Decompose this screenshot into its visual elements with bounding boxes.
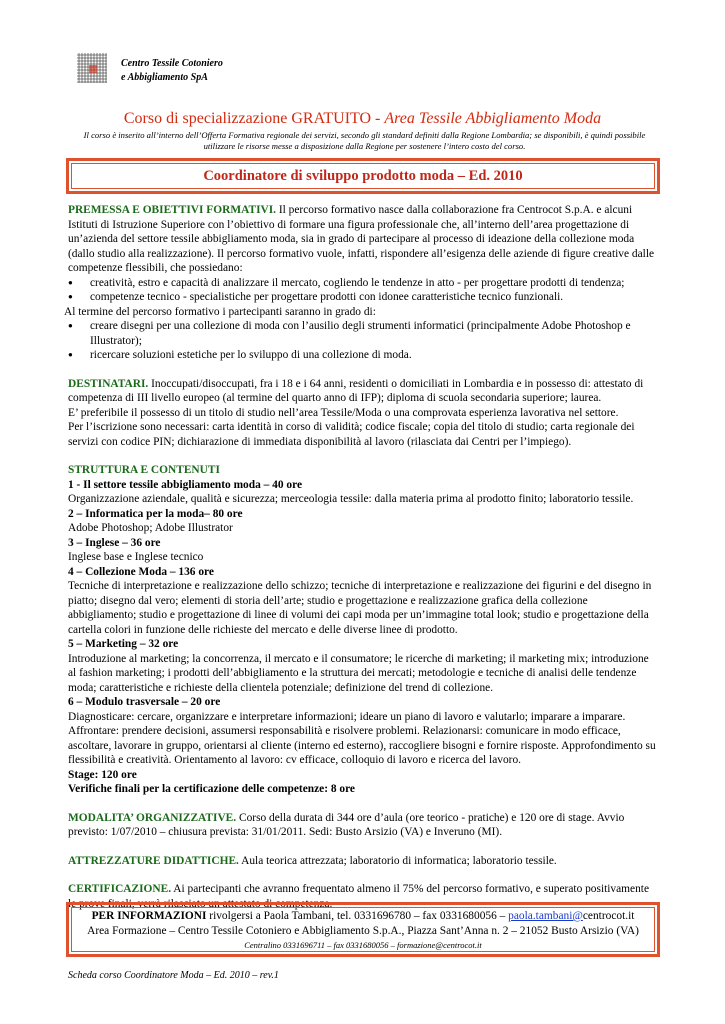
modalita-heading: MODALITA’ ORGANIZZATIVE. <box>68 811 237 824</box>
course-subtitle: Il corso è inserito all’interno dell’Offerta Formativa regionale dei servizi, secondo gli standard definiti dalla Regione Lombardia; se disponibili, è quindi possibile utilizzare le risorse messe a disposizione dalla Regione per sostenere l’intero costo del corso. <box>83 130 646 151</box>
list-item: ● ricercare soluzioni estetiche per lo sviluppo di una collezione di moda. <box>68 348 658 363</box>
page-footer: Scheda corso Coordinatore Moda – Ed. 2010 – rev.1 <box>68 970 279 981</box>
info-label: PER INFORMAZIONI <box>91 910 207 922</box>
module-title: 4 – Collezione Moda – 136 ore <box>68 565 214 578</box>
destinatari-heading: DESTINATARI. <box>68 377 149 390</box>
module-title: 2 – Informatica per la moda– 80 ore <box>68 507 243 520</box>
destinatari-p2: E’ preferibile il possesso di un titolo di studio nell’area Tessile/Moda o una comprovata esperienza lavorativa nel settore. <box>68 406 619 419</box>
info-line-1 <box>69 910 657 922</box>
attrezzature-heading: ATTREZZATURE DIDATTICHE. <box>68 854 239 867</box>
list-item: ● creare disegni per una collezione di moda con l’ausilio degli strumenti informatici (principalmente Adobe Photoshop e Illustrator); <box>68 319 658 348</box>
list-item: ● creatività, estro e capacità di analizzare il mercato, cogliendo le tendenze in atto - per progettare prodotti di tendenza; <box>68 276 658 291</box>
attrezzature-paragraph <box>68 854 658 869</box>
module-title: 5 – Marketing – 32 ore <box>68 638 179 650</box>
module-title: 1 - Il settore tessile abbigliamento moda – 40 ore <box>68 478 303 491</box>
course-title <box>0 110 725 128</box>
module-text: Introduzione al marketing; la concorrenza, il mercato e il consumatore; le ricerche di marketing; il marketing mix; introduzione al fashion marketing; i prodotti dell’abbigliamento e la struttura dei mercati; metodologie e tecniche di analisi delle tendenze moda; caratteristiche e richieste della clientela potenziale; definizione del trend di collezione. <box>68 652 649 694</box>
destinatari-p3: Per l’iscrizione sono necessari: carta identità in corso di validità; codice fiscale; copia del titolo di studio; carta regionale dei servizi con codice PIN; dichiarazione di immediata disponibilità al lavoro (rilasciata dai Centri per l’impiego). <box>68 421 635 448</box>
stage-hours: Stage: 120 ore <box>68 768 137 781</box>
premessa-bullets-1 <box>68 276 658 305</box>
premessa-paragraph <box>68 203 658 276</box>
certificazione-text: Ai partecipanti che avranno frequentato almeno il 75% del percorso formativo, e superato positivamente le prove finali, verrà rilasciato un attestato di competenza. <box>68 883 650 910</box>
info-text: rivolgersi a Paola Tambani, tel. 0331696780 – fax 0331680056 – <box>206 910 509 922</box>
certificazione-heading: CERTIFICAZIONE. <box>68 883 172 895</box>
document-body <box>64 203 658 911</box>
modalita-text: Corso della durata di 344 ore d’aula (ore teorico - pratiche) e 120 ore di stage. Avvio previsto: 1/07/2010 – chiusura prevista: 31/01/2011. Sedi: Busto Arsizio (VA) e Inveruno (MI). <box>68 811 625 838</box>
module-title: 6 – Modulo trasversale – 20 ore <box>68 696 221 708</box>
premessa-heading: PREMESSA E OBIETTIVI FORMATIVI. <box>68 204 277 216</box>
info-box <box>66 902 660 957</box>
org-line-2: e Abbigliamento SpA <box>121 72 208 83</box>
verifiche-hours: Verifiche finali per la certificazione delle competenze: 8 ore <box>68 783 355 795</box>
module-text: Organizzazione aziendale, qualità e sicurezza; merceologia tessile: dalla materia prima al prodotto finito; laboratorio tessile. <box>68 493 634 505</box>
premessa-text: Il percorso formativo nasce dalla collaborazione fra Centrocot S.p.A. e alcuni Istituti di Istruzione Superiore con l’obiettivo di formare una figura professionale che, all’interno dell’area progettazione di un’azienda del settore tessile abbigliamento moda, sia in grado di partecipare al processo di ideazione della collezione moda (dallo studio alla realizzazione). Il percorso formativo vuole, infatti, rispondere all’esigenza delle aziende di figure creative dalle competenze flessibili, che possiedano: <box>68 204 655 274</box>
module-text: Inglese base e Inglese tecnico <box>68 551 204 563</box>
module-text: Tecniche di interpretazione e realizzazione dello schizzo; tecniche di interpretazione e realizzazione dei figurini e del disegno in piatto; disegno dal vero; elementi di storia dell’arte; studio e progettazione e realizzazione grafica della collezione abbigliamento; studio e progettazione di linee di volumi dei capi moda per un’immagine total look; studio e progettazione della cartella colori in funzione delle richieste del mercato e delle diverse linee di prodotto. <box>68 580 652 636</box>
organization-name <box>121 57 223 85</box>
module-text: Adobe Photoshop; Adobe Illustrator <box>68 522 233 534</box>
module-title: 3 – Inglese – 36 ore <box>68 536 161 549</box>
attrezzature-text: Aula teorica attrezzata; laboratorio di informatica; laboratorio tessile. <box>238 854 557 867</box>
email-domain: centrocot.it <box>582 910 635 922</box>
course-title-plain: Corso di specializzazione GRATUITO - <box>123 110 385 127</box>
email-link[interactable]: paola.tambani@ <box>508 910 583 922</box>
modalita-paragraph <box>68 811 658 840</box>
premessa-bullets-2 <box>68 319 658 363</box>
list-item: ● competenze tecnico - specialistiche per progettare prodotti con idonee caratteristiche tecnico funzionali. <box>68 290 658 305</box>
destinatari-paragraph <box>68 377 658 406</box>
course-title-area: Area Tessile Abbigliamento Moda <box>384 110 602 127</box>
destinatari-text: Inoccupati/disoccupati, fra i 18 e i 64 anni, residenti o domiciliati in Lombardia e in possesso di: attestato di competenza di III livello europeo (al termine del quarto anno di IFP); diploma di scuola secondaria superiore; laurea. <box>68 377 644 404</box>
premessa-mid: Al termine del percorso formativo i partecipanti saranno in grado di: <box>64 305 376 318</box>
module-text: Diagnosticare: cercare, organizzare e interpretare informazioni; ideare un piano di lavoro e valutarlo; imparare a imparare. Affrontare: prendere decisioni, assumersi responsabilità e risolvere problemi. Relazionarsi: comunicare in modo efficace, ascoltare, lavorare in gruppo, orientarsi al cliente (interno ed esterno), raccogliere bisogni e fornire risposte. Approfondimento su flessibilità e creatività. Orientamento al lavoro: cv efficace, colloquio di lavoro e ricerca del lavoro. <box>68 710 656 766</box>
course-name: Coordinatore di sviluppo prodotto moda – Ed. 2010 <box>203 168 523 184</box>
info-line-3: Centralino 0331696711 – fax 0331680056 – formazione@centrocot.it <box>244 940 482 950</box>
info-line-2: Area Formazione – Centro Tessile Cotoniero e Abbigliamento S.p.A., Piazza Sant’Anna n. 2 – 21052 Busto Arsizio (VA) <box>87 925 639 937</box>
centrocot-logo-icon <box>77 53 107 83</box>
course-name-box <box>66 158 660 194</box>
org-line-1: Centro Tessile Cotoniero <box>121 58 223 69</box>
struttura-heading: STRUTTURA E CONTENUTI <box>68 464 220 476</box>
